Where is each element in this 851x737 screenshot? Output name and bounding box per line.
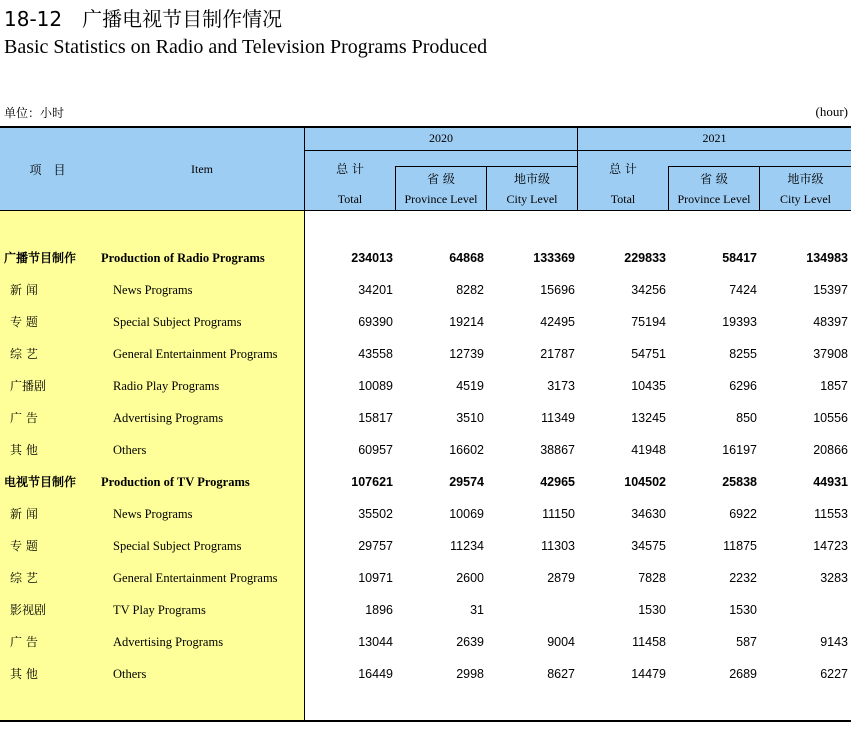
- page-title-cn: 18-12 广播电视节目制作情况: [4, 7, 283, 31]
- cell-2021-city: 37908: [813, 347, 848, 361]
- cell-2021-total: 104502: [624, 475, 666, 489]
- cell-2020-city: 42495: [540, 315, 575, 329]
- cell-2021-city: 9143: [820, 635, 848, 649]
- cell-2020-province: 10069: [449, 507, 484, 521]
- header-total-en: Total: [337, 192, 363, 206]
- table-row: [0, 434, 851, 466]
- row-label-cn: 广播节目制作: [4, 251, 77, 265]
- cell-2021-city: 14723: [813, 539, 848, 553]
- cell-2021-province: 7424: [729, 283, 757, 297]
- cell-2021-total: 1530: [638, 603, 666, 617]
- cell-2021-province: 1530: [729, 603, 757, 617]
- cell-2021-city: 134983: [806, 251, 848, 265]
- cell-2021-city: 11553: [814, 507, 848, 521]
- cell-2020-city: 11349: [541, 411, 575, 425]
- cell-2020-province: 2639: [456, 635, 484, 649]
- cell-2020-province: 12739: [449, 347, 484, 361]
- header-province-cn: 省 级: [700, 172, 728, 186]
- cell-2021-city: 15397: [813, 283, 848, 297]
- row-label-en: General Entertainment Programs: [113, 571, 278, 585]
- table-row: [0, 658, 851, 690]
- cell-2021-province: 850: [736, 411, 757, 425]
- cell-2021-total: 34575: [631, 539, 666, 553]
- table-row: [0, 562, 851, 594]
- cell-2020-province: 3510: [456, 411, 484, 425]
- header-item-cn: 项 目: [29, 163, 66, 177]
- cell-2020-city: 133369: [533, 251, 575, 265]
- table-bottom-rule: [0, 720, 851, 722]
- cell-2021-city: 44931: [813, 475, 848, 489]
- subgroup-underline: [668, 166, 851, 167]
- cell-2020-total: 1896: [365, 603, 393, 617]
- row-label-cn: 专 题: [10, 315, 38, 329]
- cell-2020-city: 15696: [540, 283, 575, 297]
- table-row: [0, 626, 851, 658]
- header-city-cn: 地市级: [513, 172, 550, 186]
- year-underline: [305, 150, 851, 151]
- cell-2021-total: 41948: [631, 443, 666, 457]
- cell-2021-city: 10556: [813, 411, 848, 425]
- table-row: [0, 530, 851, 562]
- cell-2020-province: 29574: [449, 475, 484, 489]
- cell-2020-total: 69390: [358, 315, 393, 329]
- row-label-cn: 其 他: [10, 443, 38, 457]
- row-label-en: General Entertainment Programs: [113, 347, 278, 361]
- cell-2021-total: 13245: [631, 411, 666, 425]
- row-label-cn: 其 他: [10, 667, 38, 681]
- cell-2021-total: 34630: [631, 507, 666, 521]
- subgroup-underline: [395, 166, 577, 167]
- cell-2021-total: 34256: [631, 283, 666, 297]
- table-row: [0, 306, 851, 338]
- cell-2021-province: 6296: [729, 379, 757, 393]
- cell-2021-total: 75194: [631, 315, 666, 329]
- cell-2021-total: 7828: [638, 571, 666, 585]
- cell-2021-province: 16197: [722, 443, 757, 457]
- cell-2020-total: 29757: [358, 539, 393, 553]
- cell-2020-total: 10089: [358, 379, 393, 393]
- cell-2020-city: 11150: [542, 507, 575, 521]
- row-label-cn: 影视剧: [10, 603, 47, 617]
- cell-2021-city: 48397: [813, 315, 848, 329]
- cell-2021-city: 1857: [820, 379, 848, 393]
- cell-2020-province: 4519: [456, 379, 484, 393]
- cell-2021-city: 6227: [820, 667, 848, 681]
- cell-2021-province: 6922: [729, 507, 757, 521]
- header-year-2020: 2020: [429, 131, 453, 145]
- cell-2020-city: 21787: [540, 347, 575, 361]
- row-label-cn: 专 题: [10, 539, 38, 553]
- cell-2020-city: 9004: [547, 635, 575, 649]
- cell-2021-total: 11458: [632, 635, 666, 649]
- cell-2020-province: 64868: [449, 251, 484, 265]
- cell-2020-total: 16449: [358, 667, 393, 681]
- cell-2020-city: 2879: [547, 571, 575, 585]
- table-row-category: [0, 466, 851, 498]
- cell-2020-city: 3173: [547, 379, 575, 393]
- cell-2020-city: 38867: [540, 443, 575, 457]
- cell-2020-province: 8282: [456, 283, 484, 297]
- row-label-cn: 广播剧: [10, 379, 47, 393]
- cell-2020-total: 60957: [358, 443, 393, 457]
- unit-label-en: (hour): [815, 104, 848, 119]
- header-bottom-rule: [0, 210, 851, 211]
- cell-2021-total: 14479: [631, 667, 666, 681]
- cell-2020-province: 16602: [449, 443, 484, 457]
- row-label-en: Others: [113, 443, 147, 457]
- table-row: [0, 402, 851, 434]
- row-label-cn: 广 告: [10, 635, 38, 649]
- row-label-en: Special Subject Programs: [113, 539, 242, 553]
- cell-2021-province: 58417: [722, 251, 757, 265]
- table-row: [0, 498, 851, 530]
- table-row: [0, 338, 851, 370]
- cell-2021-province: 8255: [729, 347, 757, 361]
- unit-label-cn: 单位：小时: [4, 106, 65, 120]
- cell-2020-province: 2600: [456, 571, 484, 585]
- cell-2021-province: 19393: [722, 315, 757, 329]
- cell-2020-province: 2998: [456, 667, 484, 681]
- cell-2020-total: 10971: [358, 571, 393, 585]
- header-total-cn: 总 计: [609, 162, 637, 176]
- row-label-en: News Programs: [113, 507, 193, 521]
- table-top-rule: [0, 126, 851, 128]
- row-label-cn: 新 闻: [10, 283, 38, 297]
- row-label-en: Special Subject Programs: [113, 315, 242, 329]
- header-city-cn: 地市级: [787, 172, 824, 186]
- header-province-en: Province Level: [677, 192, 751, 206]
- cell-2020-province: 11234: [450, 539, 484, 553]
- cell-2020-province: 31: [470, 603, 484, 617]
- cell-2020-province: 19214: [449, 315, 484, 329]
- page-title-en: Basic Statistics on Radio and Television Programs Produced: [4, 36, 488, 58]
- row-label-cn: 电视节目制作: [4, 475, 77, 489]
- row-label-cn: 新 闻: [10, 507, 38, 521]
- cell-2021-province: 587: [736, 635, 757, 649]
- table-row-category: [0, 242, 851, 274]
- cell-2021-city: 20866: [813, 443, 848, 457]
- header-total-cn: 总 计: [336, 162, 364, 176]
- cell-2021-city: 3283: [820, 571, 848, 585]
- cell-2021-province: 11875: [723, 539, 757, 553]
- cell-2020-city: 11303: [541, 539, 575, 553]
- row-label-en: Production of TV Programs: [101, 475, 250, 489]
- table-row: [0, 274, 851, 306]
- header-total-en: Total: [610, 192, 636, 206]
- cell-2020-total: 15817: [358, 411, 393, 425]
- table-row: [0, 370, 851, 402]
- header-province-cn: 省 级: [427, 172, 455, 186]
- cell-2020-city: 8627: [547, 667, 575, 681]
- row-label-en: News Programs: [113, 283, 193, 297]
- cell-2021-province: 2232: [729, 571, 757, 585]
- cell-2020-total: 43558: [358, 347, 393, 361]
- cell-2021-province: 2689: [729, 667, 757, 681]
- header-item-en: Item: [191, 162, 213, 176]
- row-label-cn: 综 艺: [10, 571, 38, 585]
- row-label-en: Advertising Programs: [113, 635, 224, 649]
- cell-2020-total: 234013: [351, 251, 393, 265]
- cell-2020-city: 42965: [540, 475, 575, 489]
- row-label-en: Radio Play Programs: [113, 379, 220, 393]
- row-label-cn: 综 艺: [10, 347, 38, 361]
- header-city-en: City Level: [780, 192, 831, 206]
- cell-2021-total: 54751: [631, 347, 666, 361]
- row-label-cn: 广 告: [10, 411, 38, 425]
- header-province-en: Province Level: [404, 192, 478, 206]
- header-city-en: City Level: [506, 192, 558, 206]
- cell-2021-province: 25838: [722, 475, 757, 489]
- row-label-en: Advertising Programs: [113, 411, 224, 425]
- cell-2020-total: 34201: [358, 283, 393, 297]
- table-row: [0, 594, 851, 626]
- cell-2020-total: 13044: [358, 635, 393, 649]
- row-label-en: Others: [113, 667, 147, 681]
- cell-2021-total: 229833: [624, 251, 666, 265]
- cell-2021-total: 10435: [631, 379, 666, 393]
- header-year-2021: 2021: [702, 131, 727, 145]
- cell-2020-total: 35502: [358, 507, 393, 521]
- row-label-en: Production of Radio Programs: [101, 251, 265, 265]
- cell-2020-total: 107621: [351, 475, 393, 489]
- row-label-en: TV Play Programs: [113, 603, 206, 617]
